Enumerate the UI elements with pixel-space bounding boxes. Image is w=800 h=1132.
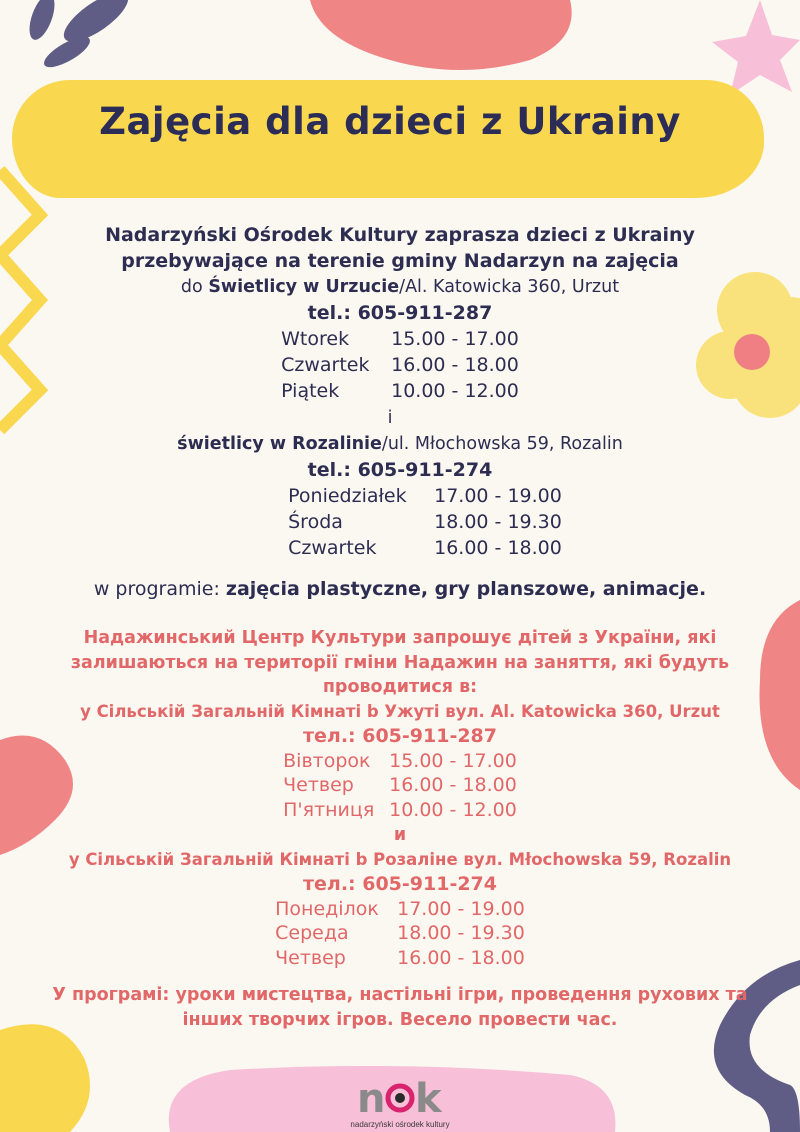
schedule-time: 18.00 - 19.30 bbox=[397, 922, 525, 944]
schedule-time: 15.00 - 17.00 bbox=[389, 749, 517, 772]
schedule-time: 16.00 - 18.00 bbox=[391, 354, 519, 376]
schedule-day: Понеділок bbox=[275, 897, 379, 920]
ukrainian-venue2-schedule bbox=[275, 897, 525, 971]
schedule-day: Czwartek bbox=[288, 537, 377, 559]
polish-conjunction: i bbox=[387, 408, 393, 428]
polish-program-prefix: w programie: bbox=[93, 578, 226, 600]
schedule-day: Четвер bbox=[275, 946, 346, 969]
polish-venue1-prefix: do bbox=[180, 277, 209, 297]
polish-venue2-address: /ul. Młochowska 59, Rozalin bbox=[381, 434, 623, 454]
schedule-day: Poniedziałek bbox=[288, 485, 407, 507]
schedule-time: 10.00 - 12.00 bbox=[389, 798, 517, 821]
schedule-day: П'ятниця bbox=[283, 798, 375, 821]
polish-venue1-schedule bbox=[281, 326, 519, 404]
schedule-time: 17.00 - 19.00 bbox=[397, 897, 525, 920]
schedule-row bbox=[283, 798, 517, 823]
schedule-time: 16.00 - 18.00 bbox=[397, 946, 525, 969]
ukrainian-venue2-line: у Сільській Загальній Кімнаті b Розаліне вул. Młochowska 59, Rozalin bbox=[68, 849, 732, 869]
ukrainian-conjunction: и bbox=[393, 825, 407, 845]
polish-intro-line1: Nadarzyński Ośrodek Kultury zaprasza dzieci z Ukrainy bbox=[105, 224, 695, 246]
svg-text:k: k bbox=[415, 1076, 442, 1118]
schedule-row bbox=[281, 326, 519, 352]
ukrainian-venue1-schedule bbox=[283, 749, 517, 823]
ukrainian-venue1-phone: тел.: 605-911-287 bbox=[303, 725, 497, 747]
schedule-row bbox=[288, 509, 562, 535]
polish-program-line bbox=[0, 576, 800, 602]
polish-venue1-address: /Al. Katowicka 360, Urzut bbox=[399, 277, 620, 297]
schedule-day: Piątek bbox=[281, 380, 340, 402]
schedule-time: 16.00 - 18.00 bbox=[434, 537, 562, 559]
polish-venue1-phone: tel.: 605-911-287 bbox=[307, 302, 493, 324]
polish-venue1-name: Świetlicy w Urzucie bbox=[208, 277, 400, 297]
ukrainian-intro-line1: Надажинський Центр Культури запрошує дітей з України, які bbox=[83, 628, 717, 648]
page-title: Zajęcia dla dzieci z Ukrainy bbox=[99, 100, 681, 143]
ukrainian-intro-line3: проводитися в: bbox=[322, 677, 478, 697]
schedule-row bbox=[275, 897, 525, 922]
schedule-time: 10.00 - 12.00 bbox=[391, 380, 519, 402]
nok-logo bbox=[330, 1072, 470, 1129]
schedule-row bbox=[281, 352, 519, 378]
schedule-row bbox=[275, 921, 525, 946]
ukrainian-venue2-phone: тел.: 605-911-274 bbox=[303, 873, 497, 895]
polish-section bbox=[0, 222, 800, 602]
schedule-day: Четвер bbox=[283, 774, 354, 796]
schedule-row bbox=[281, 378, 519, 404]
polish-venue1-line bbox=[0, 274, 800, 300]
pink-star-shape bbox=[712, 0, 800, 95]
schedule-row bbox=[283, 773, 517, 798]
coral-blob-shape bbox=[310, 0, 572, 70]
ukrainian-intro-line2: залишаються на території гміни Надажин на заняття, які будуть bbox=[70, 652, 730, 673]
schedule-day: Środa bbox=[288, 511, 343, 533]
polish-venue2-name: świetlicy w Rozalinie bbox=[177, 434, 382, 454]
schedule-row bbox=[283, 749, 517, 774]
schedule-row bbox=[288, 483, 562, 509]
nok-logo-mark bbox=[355, 1072, 445, 1118]
ukrainian-program-line1: У програмі: уроки мистецтва, настільні ігри, проведення рухових та bbox=[52, 985, 748, 1005]
schedule-time: 18.00 - 19.30 bbox=[434, 511, 562, 533]
nok-logo-caption: nadarzyński ośrodek kultury bbox=[350, 1120, 450, 1129]
ukrainian-section bbox=[0, 626, 800, 1032]
polish-venue2-line bbox=[0, 431, 800, 457]
purple-leaf-shape bbox=[24, 0, 59, 43]
svg-text:n: n bbox=[357, 1076, 386, 1118]
schedule-day: Вівторок bbox=[283, 749, 371, 772]
polish-intro-line2: przebywające na terenie gminy Nadarzyn na zajęcia bbox=[121, 250, 679, 272]
schedule-day: Середа bbox=[275, 922, 349, 944]
polish-venue2-phone: tel.: 605-911-274 bbox=[307, 459, 493, 481]
schedule-time: 16.00 - 18.00 bbox=[389, 774, 517, 796]
schedule-day: Wtorek bbox=[281, 328, 350, 350]
yellow-blob-shape bbox=[0, 1024, 90, 1132]
polish-program-text: zajęcia plastyczne, gry planszowe, animacje. bbox=[225, 578, 707, 600]
schedule-time: 17.00 - 19.00 bbox=[434, 485, 562, 507]
schedule-row bbox=[288, 535, 562, 561]
ukrainian-program-line2: інших творчих ігров. Весело провести час. bbox=[182, 1009, 618, 1030]
schedule-row bbox=[275, 946, 525, 971]
schedule-time: 15.00 - 17.00 bbox=[391, 328, 519, 350]
schedule-day: Czwartek bbox=[281, 354, 370, 376]
polish-venue2-schedule bbox=[288, 483, 562, 561]
ukrainian-venue1-line: у Сільській Загальній Кімнаті b Ужуті вул. Al. Katowicka 360, Urzut bbox=[80, 701, 720, 721]
